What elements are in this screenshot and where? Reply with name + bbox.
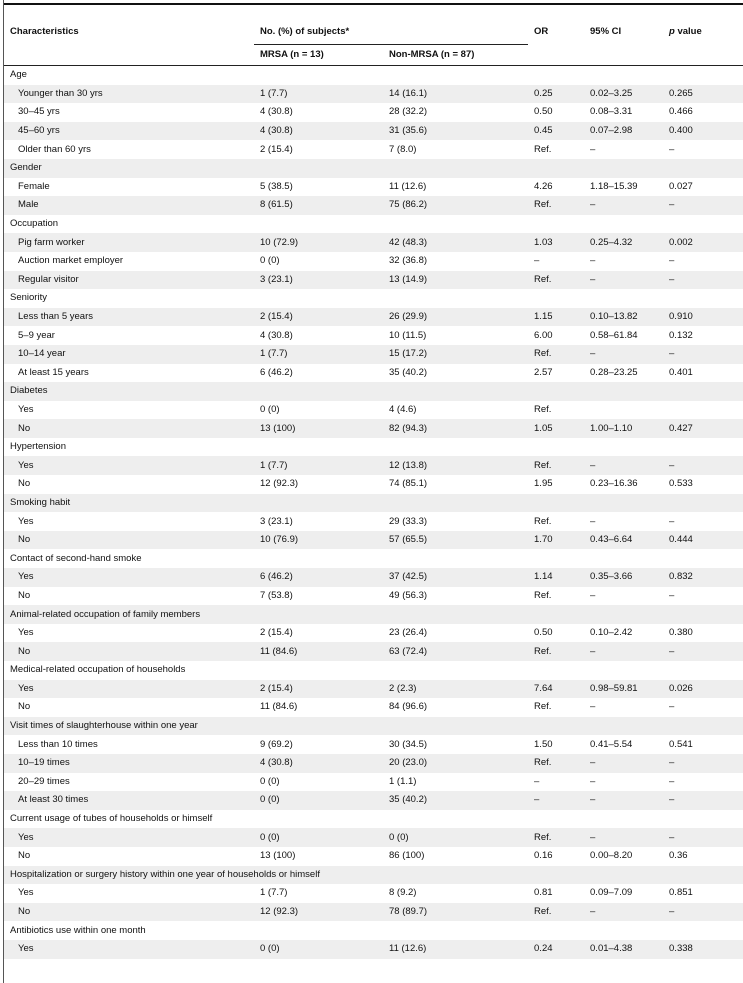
table-row (4, 884, 743, 903)
p-value-cell: – (669, 255, 675, 267)
non-mrsa-cell: 10 (11.5) (389, 329, 427, 341)
non-mrsa-cell: 15 (17.2) (383, 345, 528, 364)
mrsa-cell: 0 (0) (254, 791, 383, 810)
or-cell: 7.64 (528, 680, 584, 699)
p-value-cell: 0.401 (669, 366, 693, 378)
p-value-cell: – (663, 754, 743, 773)
p-value-cell: – (669, 589, 675, 601)
category-label: Visit times of slaughterhouse within one year (4, 717, 743, 736)
row-label: No (4, 531, 254, 550)
row-label: Yes (4, 680, 254, 699)
header-row (4, 20, 743, 45)
row-label: No (18, 701, 31, 713)
or-cell: Ref. (534, 143, 552, 155)
category-label: Gender (4, 159, 743, 178)
non-mrsa-cell: 42 (48.3) (383, 233, 528, 252)
table-row (4, 345, 743, 364)
data-table (4, 20, 743, 959)
row-label: Male (4, 196, 254, 215)
non-mrsa-cell: 30 (34.5) (389, 738, 428, 750)
row-label: At least 30 times (4, 791, 254, 810)
non-mrsa-cell: 8 (9.2) (389, 887, 417, 899)
p-value-cell: – (669, 701, 675, 713)
table-row (4, 252, 743, 271)
non-mrsa-cell: 4 (4.6) (389, 403, 417, 415)
category-row (4, 289, 743, 308)
ci-cell: 0.28–23.25 (590, 366, 638, 378)
p-value-cell: – (669, 515, 675, 527)
non-mrsa-cell: 13 (14.9) (383, 271, 528, 290)
row-label: Yes (18, 627, 34, 639)
mrsa-cell: 13 (100) (254, 419, 383, 438)
header-p-rest: value (674, 26, 702, 38)
or-cell: Ref. (534, 515, 552, 527)
table-row (4, 847, 743, 866)
row-label: At least 15 years (18, 366, 89, 378)
or-cell: 6.00 (534, 329, 553, 341)
or-cell: 0.81 (534, 887, 553, 899)
table-row (4, 122, 743, 141)
non-mrsa-cell: 2 (2.3) (383, 680, 528, 699)
or-cell: Ref. (528, 271, 584, 290)
mrsa-cell: 7 (53.8) (260, 589, 293, 601)
table-body (4, 66, 743, 959)
p-value-cell: 0.910 (663, 308, 743, 327)
table-row (4, 233, 743, 252)
category-row (4, 605, 743, 624)
table-frame (3, 0, 743, 983)
mrsa-cell: 0 (0) (254, 940, 383, 959)
non-mrsa-cell: 0 (0) (383, 828, 528, 847)
mrsa-cell: 2 (15.4) (254, 308, 383, 327)
row-label: 10–14 year (4, 345, 254, 364)
ci-cell: 0.35–3.66 (584, 568, 663, 587)
category-label: Medical-related occupation of households (10, 664, 186, 676)
row-label: Regular visitor (4, 271, 254, 290)
or-cell: – (528, 791, 584, 810)
row-label: Yes (4, 828, 254, 847)
ci-cell: – (584, 642, 663, 661)
ci-cell: 0.58–61.84 (590, 329, 638, 341)
mrsa-cell: 11 (84.6) (254, 642, 383, 661)
p-value-cell: – (663, 903, 743, 922)
p-value-cell: 0.466 (669, 106, 693, 118)
row-label: No (4, 419, 254, 438)
non-mrsa-cell: 7 (8.0) (389, 143, 417, 155)
mrsa-cell: 3 (23.1) (254, 271, 383, 290)
mrsa-cell: 1 (7.7) (254, 85, 383, 104)
ci-cell: 0.25–4.32 (584, 233, 663, 252)
mrsa-cell: 11 (84.6) (260, 701, 298, 713)
p-value-cell: 0.026 (663, 680, 743, 699)
row-label: No (18, 850, 31, 862)
non-mrsa-cell: 75 (86.2) (383, 196, 528, 215)
mrsa-cell: 12 (92.3) (260, 478, 299, 490)
category-label: Smoking habit (4, 494, 743, 513)
category-row (4, 866, 743, 885)
mrsa-cell: 1 (7.7) (260, 887, 288, 899)
p-value-cell: 0.338 (663, 940, 743, 959)
mrsa-cell: 4 (30.8) (260, 329, 293, 341)
ci-cell: 0.10–13.82 (584, 308, 663, 327)
non-mrsa-cell: 23 (26.4) (389, 627, 428, 639)
mrsa-cell: 6 (46.2) (260, 366, 293, 378)
p-value-cell: – (663, 271, 743, 290)
p-value-cell: 0.541 (669, 738, 693, 750)
mrsa-cell: 0 (0) (260, 255, 280, 267)
table-row (4, 754, 743, 773)
non-mrsa-cell: 26 (29.9) (383, 308, 528, 327)
p-value-cell: – (663, 642, 743, 661)
mrsa-cell: 0 (0) (254, 828, 383, 847)
non-mrsa-cell: 37 (42.5) (383, 568, 528, 587)
or-cell: Ref. (528, 345, 584, 364)
row-label: Yes (18, 403, 34, 415)
category-label: Occupation (10, 218, 59, 230)
p-value-cell: 0.832 (663, 568, 743, 587)
or-cell: 1.95 (534, 478, 553, 490)
non-mrsa-cell: 84 (96.6) (389, 701, 428, 713)
category-label: Hospitalization or surgery history within one year of households or himself (4, 866, 743, 885)
category-row (4, 717, 743, 736)
row-label: Pig farm worker (4, 233, 254, 252)
ci-cell: – (584, 828, 663, 847)
p-value-cell: – (669, 775, 675, 787)
mrsa-cell: 10 (76.9) (254, 531, 383, 550)
category-row (4, 549, 743, 568)
mrsa-cell: 5 (38.5) (260, 180, 293, 192)
category-row (4, 661, 743, 680)
p-value-cell: 0.265 (663, 85, 743, 104)
p-value-cell: 0.851 (669, 887, 693, 899)
non-mrsa-cell: 29 (33.3) (389, 515, 428, 527)
ci-cell: 0.41–5.54 (590, 738, 633, 750)
mrsa-cell: 4 (30.8) (260, 106, 293, 118)
category-row (4, 215, 743, 234)
or-cell: 1.14 (528, 568, 584, 587)
header-non-mrsa: Non-MRSA (n = 87) (389, 49, 475, 60)
ci-cell: – (590, 255, 596, 267)
or-cell: 0.24 (528, 940, 584, 959)
row-label: Younger than 30 yrs (4, 85, 254, 104)
mrsa-cell: 4 (30.8) (254, 122, 383, 141)
non-mrsa-cell: 78 (89.7) (383, 903, 528, 922)
table-row (4, 698, 743, 717)
ci-cell: – (584, 345, 663, 364)
category-label: Animal-related occupation of family members (4, 605, 743, 624)
row-label: No (4, 903, 254, 922)
ci-cell: 0.00–8.20 (590, 850, 633, 862)
p-value-cell: 0.36 (669, 850, 688, 862)
or-cell: Ref. (528, 196, 584, 215)
row-label: No (4, 642, 254, 661)
p-value-cell (663, 401, 743, 420)
non-mrsa-cell: 12 (13.8) (383, 456, 528, 475)
or-cell: 0.45 (528, 122, 584, 141)
subheader-row (4, 45, 743, 66)
ci-cell: – (584, 456, 663, 475)
p-value-cell: – (663, 196, 743, 215)
mrsa-cell: 12 (92.3) (254, 903, 383, 922)
table-row (4, 512, 743, 531)
non-mrsa-cell: 1 (1.1) (389, 775, 417, 787)
table-row (4, 140, 743, 159)
ci-cell: – (590, 701, 596, 713)
mrsa-cell: 0 (0) (260, 403, 280, 415)
non-mrsa-cell: 11 (12.6) (383, 940, 528, 959)
non-mrsa-cell: 57 (65.5) (383, 531, 528, 550)
category-label: Hypertension (10, 441, 66, 453)
ci-cell: 0.09–7.09 (590, 887, 633, 899)
non-mrsa-cell: 14 (16.1) (383, 85, 528, 104)
category-row (4, 159, 743, 178)
non-mrsa-cell: 20 (23.0) (383, 754, 528, 773)
or-cell: Ref. (534, 403, 552, 415)
non-mrsa-cell: 74 (85.1) (389, 478, 428, 490)
or-cell: 0.25 (528, 85, 584, 104)
table-row (4, 401, 743, 420)
category-row (4, 66, 743, 85)
row-label: Older than 60 yrs (18, 143, 91, 155)
header-mrsa: MRSA (n = 13) (260, 49, 324, 60)
or-cell: 1.50 (534, 738, 553, 750)
or-cell: Ref. (528, 456, 584, 475)
row-label: 10–19 times (4, 754, 254, 773)
mrsa-cell: 0 (0) (260, 775, 280, 787)
or-cell: Ref. (534, 589, 552, 601)
or-cell: – (534, 775, 540, 787)
table-row (4, 326, 743, 345)
table-row (4, 85, 743, 104)
category-label: Diabetes (4, 382, 743, 401)
category-label: Age (10, 69, 27, 81)
table-row (4, 735, 743, 754)
ci-cell: – (584, 903, 663, 922)
p-value-cell: 0.132 (669, 329, 693, 341)
non-mrsa-cell: 35 (40.2) (389, 366, 428, 378)
ci-cell: 0.98–59.81 (584, 680, 663, 699)
row-label: 5–9 year (18, 329, 55, 341)
header-characteristics: Characteristics (10, 26, 79, 38)
row-label: Auction market employer (18, 255, 124, 267)
mrsa-cell: 2 (15.4) (254, 680, 383, 699)
or-cell: 1.05 (528, 419, 584, 438)
category-row (4, 494, 743, 513)
mrsa-cell: 1 (7.7) (254, 345, 383, 364)
category-row (4, 921, 743, 940)
ci-cell: 0.01–4.38 (584, 940, 663, 959)
p-value-cell: 0.533 (669, 478, 693, 490)
p-value-cell: 0.400 (663, 122, 743, 141)
header-or: OR (534, 26, 549, 38)
or-cell: 0.50 (534, 627, 553, 639)
row-label: Yes (4, 568, 254, 587)
ci-cell: – (590, 143, 596, 155)
table-row (4, 903, 743, 922)
table-row (4, 642, 743, 661)
category-label: Seniority (10, 292, 47, 304)
table-row (4, 456, 743, 475)
mrsa-cell: 2 (15.4) (260, 143, 293, 155)
table-row (4, 828, 743, 847)
mrsa-cell: 13 (100) (260, 850, 296, 862)
non-mrsa-cell: 86 (100) (389, 850, 425, 862)
table-row (4, 103, 743, 122)
header-p-value (663, 20, 743, 45)
or-cell: 0.16 (534, 850, 553, 862)
mrsa-cell: 6 (46.2) (254, 568, 383, 587)
non-mrsa-cell: 32 (36.8) (389, 255, 428, 267)
mrsa-cell: 10 (72.9) (254, 233, 383, 252)
category-label: Current usage of tubes of households or himself (10, 813, 213, 825)
table-row (4, 680, 743, 699)
table-row (4, 773, 743, 792)
mrsa-cell: 4 (30.8) (254, 754, 383, 773)
or-cell: – (534, 255, 540, 267)
category-label: Contact of second-hand smoke (10, 552, 142, 564)
table-row (4, 308, 743, 327)
p-value-cell: – (663, 345, 743, 364)
or-cell: 1.15 (528, 308, 584, 327)
row-label: Less than 5 years (4, 308, 254, 327)
table-row (4, 475, 743, 494)
row-label: Yes (4, 940, 254, 959)
table-row (4, 196, 743, 215)
ci-cell: – (590, 775, 596, 787)
non-mrsa-cell: 63 (72.4) (383, 642, 528, 661)
category-row (4, 810, 743, 829)
ci-cell: – (584, 754, 663, 773)
or-cell: 1.70 (528, 531, 584, 550)
table-row (4, 624, 743, 643)
table-row (4, 178, 743, 197)
mrsa-cell: 2 (15.4) (260, 627, 293, 639)
row-label: No (18, 478, 31, 490)
table-row (4, 791, 743, 810)
or-cell: Ref. (534, 701, 552, 713)
ci-cell: 0.08–3.31 (590, 106, 633, 118)
ci-cell: – (584, 196, 663, 215)
ci-cell: 1.00–1.10 (584, 419, 663, 438)
ci-cell (584, 401, 663, 420)
table-row (4, 940, 743, 959)
ci-cell: – (584, 791, 663, 810)
header-p-italic: p (669, 26, 675, 38)
or-cell: Ref. (528, 903, 584, 922)
or-cell: 2.57 (534, 366, 553, 378)
table-row (4, 271, 743, 290)
non-mrsa-cell: 82 (94.3) (383, 419, 528, 438)
row-label: Less than 10 times (18, 738, 98, 750)
row-label: 45–60 yrs (4, 122, 254, 141)
category-row (4, 382, 743, 401)
non-mrsa-cell: 49 (56.3) (389, 589, 428, 601)
p-value-cell: 0.380 (669, 627, 693, 639)
non-mrsa-cell: 31 (35.6) (383, 122, 528, 141)
or-cell: 4.26 (534, 180, 553, 192)
p-value-cell: – (663, 456, 743, 475)
ci-cell: 0.43–6.64 (584, 531, 663, 550)
table-row (4, 587, 743, 606)
ci-cell: – (590, 515, 596, 527)
category-label: Antibiotics use within one month (10, 924, 146, 936)
row-label: Yes (18, 887, 34, 899)
p-value-cell: 0.444 (663, 531, 743, 550)
ci-cell: 0.10–2.42 (590, 627, 633, 639)
table-row (4, 568, 743, 587)
p-value-cell: – (669, 143, 675, 155)
ci-cell: 0.02–3.25 (584, 85, 663, 104)
or-cell: 0.50 (534, 106, 553, 118)
row-label: Yes (4, 456, 254, 475)
p-value-cell: – (663, 791, 743, 810)
non-mrsa-cell: 11 (12.6) (389, 180, 427, 192)
or-cell: 1.03 (528, 233, 584, 252)
row-label: No (18, 589, 31, 601)
ci-cell: 1.18–15.39 (590, 180, 638, 192)
row-label: Yes (18, 515, 34, 527)
mrsa-cell: 8 (61.5) (254, 196, 383, 215)
p-value-cell: 0.002 (663, 233, 743, 252)
non-mrsa-cell: 28 (32.2) (389, 106, 428, 118)
mrsa-cell: 9 (69.2) (260, 738, 293, 750)
table-row (4, 419, 743, 438)
row-label: 30–45 yrs (18, 106, 60, 118)
or-cell: Ref. (528, 642, 584, 661)
ci-cell: – (584, 271, 663, 290)
or-cell: Ref. (528, 754, 584, 773)
ci-cell: – (590, 589, 596, 601)
ci-cell: 0.07–2.98 (584, 122, 663, 141)
p-value-cell: 0.027 (669, 180, 693, 192)
row-label: 20–29 times (18, 775, 70, 787)
row-label: Female (18, 180, 50, 192)
header-subjects: No. (%) of subjects* (254, 20, 528, 45)
ci-cell: 0.23–16.36 (590, 478, 638, 490)
non-mrsa-cell: 35 (40.2) (383, 791, 528, 810)
p-value-cell: 0.427 (663, 419, 743, 438)
category-row (4, 438, 743, 457)
table-row (4, 531, 743, 550)
header-ci: 95% CI (590, 26, 622, 38)
p-value-cell: – (663, 828, 743, 847)
table-row (4, 364, 743, 383)
mrsa-cell: 1 (7.7) (254, 456, 383, 475)
mrsa-cell: 3 (23.1) (260, 515, 293, 527)
or-cell: Ref. (528, 828, 584, 847)
table-top-rule (4, 3, 743, 5)
